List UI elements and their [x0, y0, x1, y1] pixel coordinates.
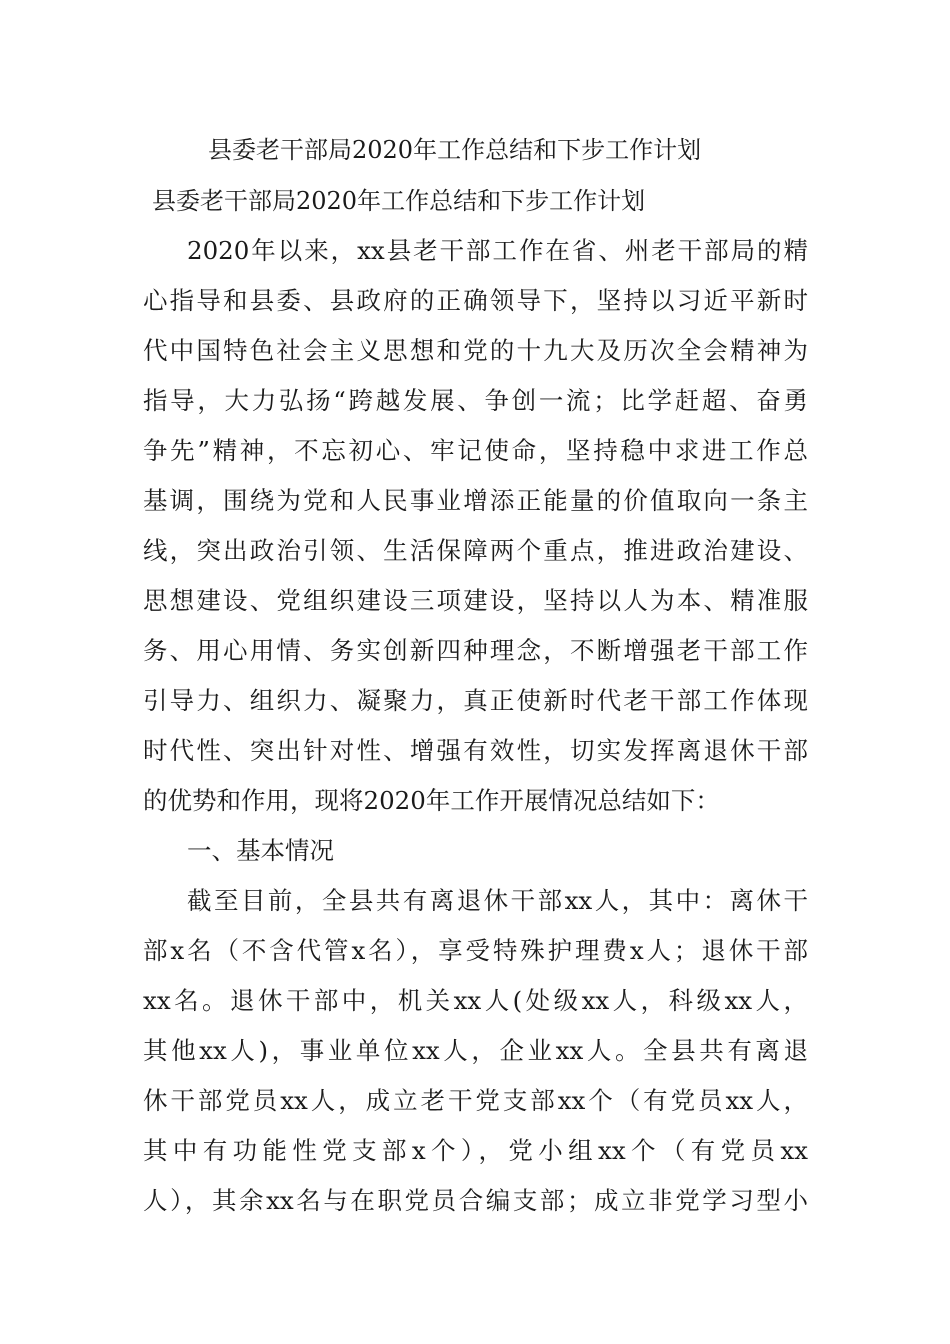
text-line: 部x名（不含代管x名），享受特殊护理费x人；退休干部: [143, 936, 808, 965]
text-line: 代中国特色社会主义思想和党的十九大及历次全会精神为: [143, 336, 808, 365]
text-line: 指导，大力弘扬“跨越发展、争创一流；比学赶超、奋勇: [143, 386, 808, 415]
text-line: 基调，围绕为党和人民事业增添正能量的价值取向一条主: [143, 486, 808, 515]
text-line: 其他xx人)，事业单位xx人，企业xx人。全县共有离退: [143, 1036, 808, 1065]
text-line: 务、用心用情、务实创新四种理念，不断增强老干部工作: [143, 636, 808, 665]
basic-info-paragraph: [143, 876, 808, 1226]
text-line: 人），其余xx名与在职党员合编支部；成立非党学习型小: [143, 1186, 808, 1215]
intro-paragraph: [143, 226, 808, 826]
text-line: 截至目前，全县共有离退休干部xx人，其中：离休干: [187, 886, 808, 915]
text-line: 引导力、组织力、凝聚力，真正使新时代老干部工作体现: [143, 686, 808, 715]
document-body: [143, 226, 808, 1226]
text-line: 其中有功能性党支部x个），党小组xx个（有党员xx: [143, 1136, 808, 1165]
text-line: 2020年以来，xx县老干部工作在省、州老干部局的精: [187, 236, 808, 265]
text-line: xx名。退休干部中，机关xx人(处级xx人，科级xx人，: [143, 986, 808, 1015]
document-subtitle: 县委老干部局2020年工作总结和下步工作计划: [152, 187, 646, 215]
section-heading: 一、基本情况: [187, 836, 334, 865]
text-line: 争先”精神，不忘初心、牢记使命，坚持稳中求进工作总: [143, 436, 808, 465]
text-line: 线，突出政治引领、生活保障两个重点，推进政治建设、: [143, 536, 808, 565]
text-line: 的优势和作用，现将2020年工作开展情况总结如下：: [143, 786, 720, 815]
text-line: 休干部党员xx人，成立老干党支部xx个（有党员xx人，: [143, 1086, 808, 1115]
document-title: 县委老干部局2020年工作总结和下步工作计划: [208, 136, 702, 164]
text-line: 时代性、突出针对性、增强有效性，切实发挥离退休干部: [143, 736, 808, 765]
text-line: 思想建设、党组织建设三项建设，坚持以人为本、精准服: [143, 586, 808, 615]
text-line: 心指导和县委、县政府的正确领导下，坚持以习近平新时: [143, 286, 808, 315]
